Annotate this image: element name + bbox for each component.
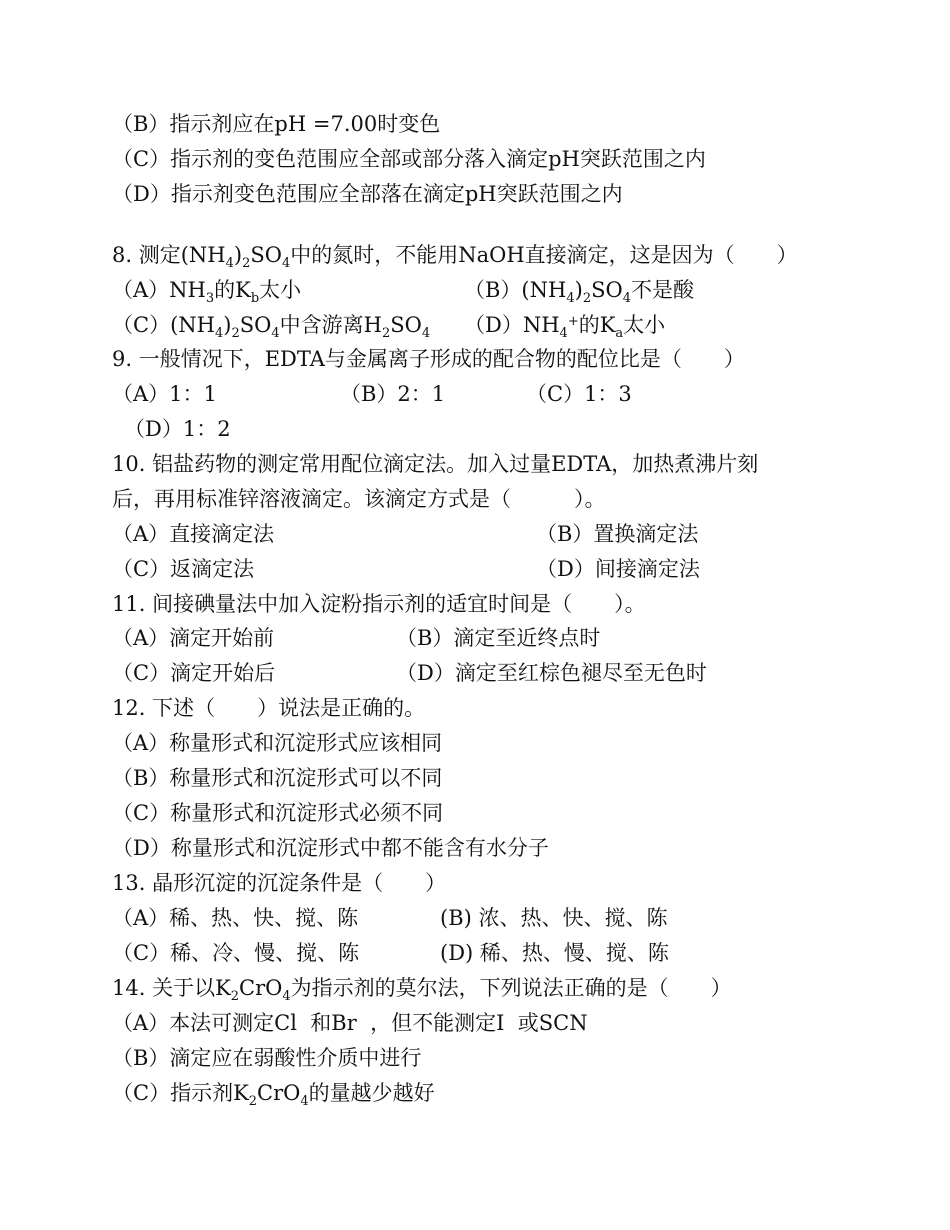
- q13-options-row-1: [112, 901, 872, 935]
- q12-option-c: （C）称量形式和沉淀形式必须不同: [112, 801, 444, 825]
- q9-option-c: （C）1：3: [526, 382, 632, 406]
- q7-option-b: （B）指示剂应在pH =7.00时变色: [112, 112, 441, 136]
- q11-options-row-2: [112, 656, 872, 690]
- q9-option-d: （D）1：2: [124, 417, 231, 441]
- q11-options-row-1: [112, 621, 872, 655]
- q8-option-a: $(A)NH_3$的$K_b$太小: [112, 278, 302, 306]
- q13-option-a: （A）稀、热、快、搅、陈: [112, 906, 359, 930]
- q8-options-row-1: [112, 273, 872, 307]
- q11-option-a: （A）滴定开始前: [112, 626, 275, 650]
- q8-option-c: $(C)(NH_4)_2SO_4$中含游离$H_2SO_4$: [112, 313, 431, 341]
- q14-option-c: （C）指示剂$K_2CrO_4$的量越少越好: [112, 1081, 435, 1109]
- q14-option-b: （B）滴定应在弱酸性介质中进行: [112, 1046, 422, 1070]
- q9-option-b: （B）2：1: [340, 382, 446, 406]
- q8-stem: 8. 测定$(NH_4)_2SO_4$中的氮时，不能用NaOH直接滴定，这是因为（ ）: [112, 243, 798, 271]
- q13-option-c: （C）稀、冷、慢、搅、陈: [112, 941, 360, 965]
- q10-option-d: （D）间接滴定法: [536, 557, 700, 581]
- q8-option-d: $(D)NH_4^+$的$K_a$太小: [464, 313, 666, 341]
- q10-option-a: （A）直接滴定法: [112, 522, 275, 546]
- q13-options-row-2: [112, 936, 872, 970]
- q13-option-d: (D) 稀、热、慢、搅、陈: [440, 941, 669, 965]
- q11-option-b: （B）滴定至近终点时: [396, 626, 601, 650]
- q10-options-row-1: [112, 517, 872, 551]
- q9-options-row-1: [112, 377, 872, 411]
- q9-option-a: （A）1：1: [112, 382, 217, 406]
- q8-option-b: $(B)(NH_4)_2SO_4$不是酸: [464, 278, 694, 306]
- q10-option-c: （C）返滴定法: [112, 557, 255, 581]
- q13-stem: 13. 晶形沉淀的沉淀条件是（ ）: [112, 871, 447, 895]
- q10-stem-line-2: 后，再用标准锌溶液滴定。该滴定方式是（ ）。: [112, 487, 606, 511]
- q11-option-c: （C）滴定开始后: [112, 661, 276, 685]
- q12-option-d: （D）称量形式和沉淀形式中都不能含有水分子: [112, 836, 549, 860]
- q12-option-b: （B）称量形式和沉淀形式可以不同: [112, 766, 443, 790]
- q12-option-a: （A）称量形式和沉淀形式应该相同: [112, 731, 443, 755]
- q7-option-d: （D）指示剂变色范围应全部落在滴定pH突跃范围之内: [112, 182, 623, 206]
- q11-option-d: （D）滴定至红棕色褪尽至无色时: [396, 661, 707, 685]
- q9-stem: 9. 一般情况下，EDTA与金属离子形成的配合物的配位比是（ ）: [112, 347, 745, 371]
- q13-option-b: (B) 浓、热、快、搅、陈: [440, 906, 668, 930]
- q8-options-row-2: [112, 308, 872, 342]
- q12-stem: 12. 下述（ ）说法是正确的。: [112, 696, 426, 720]
- q10-stem-line-1: 10. 铝盐药物的测定常用配位滴定法。加入过量EDTA，加热煮沸片刻: [112, 452, 759, 476]
- q7-option-c: （C）指示剂的变色范围应全部或部分落入滴定pH突跃范围之内: [112, 147, 706, 171]
- q14-option-a: （A）本法可测定Cl 和Br ，但不能测定I 或SCN: [112, 1011, 588, 1035]
- q10-options-row-2: [112, 552, 872, 586]
- q14-stem: 14. 关于以$K_2CrO_4$为指示剂的莫尔法，下列说法正确的是（ ）: [112, 976, 732, 1004]
- q11-stem: 11. 间接碘量法中加入淀粉指示剂的适宜时间是（ ）。: [112, 592, 646, 616]
- q10-option-b: （B）置换滴定法: [536, 522, 699, 546]
